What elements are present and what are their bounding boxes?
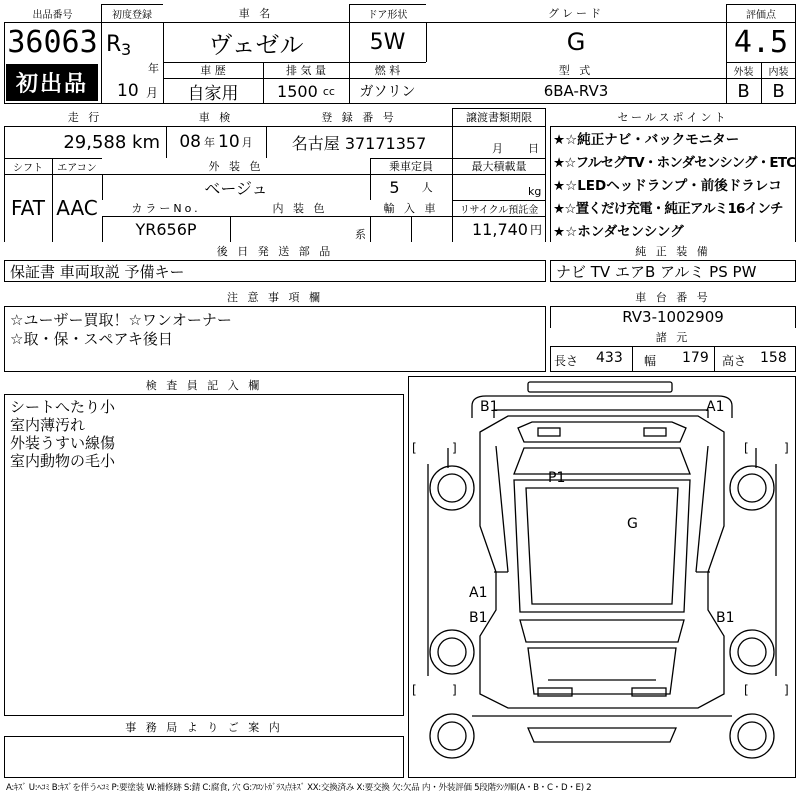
sales-point: ★☆フルセグTV・ホンダセンシング・ETC	[553, 155, 795, 171]
chassis-number: RV3-1002909	[622, 308, 724, 326]
km-unit: km	[132, 131, 160, 153]
bracket: ]	[452, 683, 457, 697]
damage-mark: B1	[480, 399, 499, 415]
transfer-day: 日	[528, 142, 539, 155]
damage-mark: B1	[716, 610, 735, 626]
load-unit: kg	[528, 185, 542, 198]
width-label: 幅	[644, 354, 657, 368]
capacity-header: 乗車定員	[389, 160, 433, 173]
damage-mark: G	[627, 516, 638, 532]
bracket: [	[744, 441, 749, 455]
month: 10	[117, 81, 139, 101]
inspector-line: 室内薄汚れ	[10, 416, 86, 434]
sales-point: ★☆LEDヘッドランプ・前後ドラレコ	[553, 178, 782, 194]
mileage	[4, 126, 166, 158]
transfer-month: 月	[492, 142, 503, 155]
damage-mark: A1	[469, 585, 488, 601]
bracket: [	[412, 683, 417, 697]
score-header: 評価点	[746, 9, 776, 21]
sales-header: セールスポイント	[550, 108, 796, 126]
sales-point: ★☆置くだけ充電・純正アルミ16インチ	[553, 201, 783, 217]
era: R	[106, 32, 122, 57]
height-label: 高さ	[722, 354, 747, 368]
mileage-value: 29,588	[63, 131, 127, 153]
insp-month: 10	[218, 132, 240, 152]
inspection-header: 車 検	[166, 108, 266, 126]
bracket: ]	[784, 441, 789, 455]
office-header: 事 務 局 よ り ご 案 内	[4, 718, 404, 736]
lot-header: 出品番号	[4, 4, 101, 22]
color-no: YR656P	[135, 219, 197, 239]
note-line: ☆ユーザー買取！☆ワンオーナー	[10, 311, 232, 329]
shift: FAT	[10, 196, 45, 220]
yen-unit: 円	[529, 222, 542, 237]
month-unit: 月	[146, 86, 159, 100]
interior-grade-header: 内装	[768, 66, 789, 78]
damage-mark: P1	[548, 470, 566, 486]
import-header: 輸 入 車	[370, 200, 452, 216]
height-value: 158	[760, 350, 787, 366]
interior-grade: B	[772, 80, 785, 102]
equipment-header: 純 正 装 備	[550, 242, 796, 260]
inspector-line: 室内動物の毛小	[10, 452, 116, 470]
model: 6BA-RV3	[543, 82, 609, 100]
equipment: ナビ TV エアB アルミ PS PW	[556, 262, 757, 281]
fuel-header: 燃 料	[374, 64, 401, 77]
interior-color-header: 内 装 色	[230, 200, 370, 216]
inspection	[166, 126, 266, 158]
displacement	[263, 78, 349, 104]
shift-header: シフト	[13, 162, 43, 174]
legend: A:ｷｽﾞ U:ﾍｺﾐ B:ｷｽﾞを伴うﾍｺﾐ P:要塗装 W:補修跡 S:錆 C:腐食, 穴 G:ﾌﾛﾝﾄｶﾞﾗｽ点ｷｽﾞ XX:交換済み X:要交換 欠:欠品 内・外装評価 5段階ﾗﾝｸ順(A・B・C・D・E) 2	[6, 783, 592, 793]
color-no-header: カラーNo.	[102, 200, 230, 216]
car-diagram	[408, 376, 796, 778]
inspector-line: 外装うすい線傷	[10, 434, 116, 452]
ac: AAC	[56, 196, 98, 220]
sales-point: ★☆ホンダセンシング	[553, 224, 684, 240]
grade-header: グレード	[426, 4, 726, 22]
later-parts-header: 後 日 発 送 部 品	[4, 242, 546, 260]
displacement-header: 排 気 量	[286, 64, 326, 77]
bracket: [	[412, 441, 417, 455]
damage-mark: A1	[706, 399, 725, 415]
bracket: ]	[784, 683, 789, 697]
lot-number: 36063	[7, 24, 98, 60]
capacity	[370, 174, 452, 200]
insp-year-unit: 年	[204, 136, 215, 149]
door-header: ドア形状	[367, 9, 408, 21]
bracket: ]	[452, 441, 457, 455]
cc-unit: cc	[322, 84, 335, 98]
mileage-header: 走 行	[4, 108, 166, 126]
interior-color-unit: 系	[355, 228, 366, 241]
sales-list	[553, 128, 795, 243]
car-name: ヴェゼル	[208, 30, 304, 59]
recycle-value: 11,740	[472, 219, 528, 239]
door-type: 5W	[369, 29, 406, 55]
debut-badge: 初出品	[6, 64, 98, 101]
exterior-color-header: 外 装 色	[102, 158, 370, 174]
chassis-header: 車 台 番 号	[550, 288, 796, 306]
first-reg-header: 初度登録	[112, 9, 152, 21]
ac-header: エアコン	[57, 162, 97, 174]
displacement-value: 1500	[277, 81, 318, 101]
width-value: 179	[682, 350, 709, 366]
history-header: 車 歴	[200, 64, 226, 77]
transfer-header: 譲渡書類期限	[466, 111, 532, 124]
year-unit: 年	[148, 62, 159, 75]
damage-mark: B1	[469, 610, 488, 626]
plate: 名古屋 37171357	[291, 133, 427, 153]
plate-header: 登 録 番 号	[266, 108, 452, 126]
car-name-header: 車 名	[163, 4, 349, 22]
capacity-value: 5	[389, 177, 400, 197]
insp-month-unit: 月	[241, 136, 253, 149]
exterior-grade-header: 外装	[733, 66, 754, 78]
year: 3	[121, 40, 132, 59]
note-line: ☆取・保・スペアキ後日	[10, 330, 173, 348]
score: 4.5	[733, 24, 789, 60]
bracket: [	[744, 683, 749, 697]
inspector-header: 検 査 員 記 入 欄	[4, 376, 404, 394]
notes-header: 注 意 事 項 欄	[4, 288, 546, 306]
load-header: 最大積載量	[471, 160, 527, 173]
capacity-unit: 人	[421, 181, 433, 194]
history: 自家用	[187, 83, 239, 104]
later-parts: 保証書 車両取説 予備キー	[10, 262, 185, 281]
sales-point: ★☆純正ナビ・バックモニター	[553, 132, 740, 148]
specs-header: 諸 元	[550, 328, 796, 346]
grade: G	[566, 28, 586, 56]
length-label: 長さ	[554, 354, 579, 368]
fuel: ガソリン	[359, 84, 416, 100]
recycle	[452, 216, 546, 242]
exterior-grade: B	[737, 80, 750, 102]
insp-year: 08	[179, 132, 201, 152]
model-header: 型 式	[426, 62, 726, 78]
recycle-header: リサイクル預託金	[459, 204, 539, 216]
exterior-color: ベージュ	[204, 178, 268, 198]
length-value: 433	[596, 350, 623, 366]
inspector-line: シートへたり小	[10, 398, 116, 416]
